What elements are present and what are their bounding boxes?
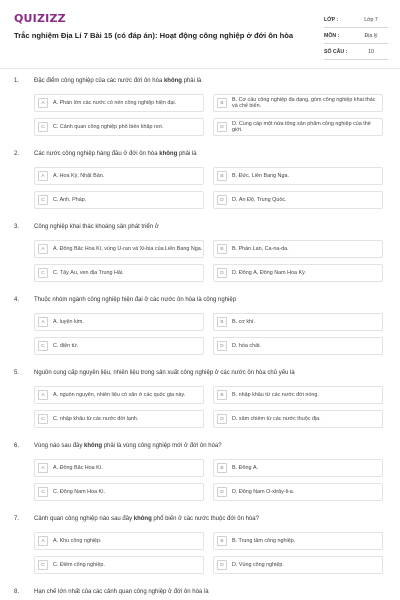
option-text: D. Đông Á, Đông Nam Hoa Kỳ. <box>232 269 307 276</box>
question-text-pre: Cảnh quan công nghiệp nào sau đây <box>34 516 134 522</box>
header-divider <box>0 68 400 69</box>
question-8 <box>14 589 386 600</box>
option-letter-box: C <box>38 560 48 570</box>
answer-options <box>34 459 383 501</box>
quizizz-logo[interactable]: QUIZIZZ <box>14 12 66 25</box>
answer-option-b[interactable] <box>213 532 383 550</box>
worksheet-title: Trắc nghiệm Địa Lí 7 Bài 15 (có đáp án): Hoạt động công nghiệp ở đới ôn hòa <box>14 31 294 40</box>
option-letter-box: B <box>217 390 227 400</box>
question-text-bold: không <box>159 151 178 157</box>
answer-options <box>34 313 383 355</box>
question-text-pre: Các nước công nghiệp hàng đầu ở đới ôn hòa <box>34 151 160 157</box>
question-2 <box>14 151 386 224</box>
answer-option-c[interactable] <box>34 556 204 574</box>
answer-option-a[interactable] <box>34 386 204 404</box>
meta-label: MÔN : <box>324 32 340 39</box>
option-text: C. nhập khẩu từ các nước đới lạnh. <box>53 415 139 422</box>
option-letter-box: B <box>217 244 227 254</box>
question-text <box>34 224 384 230</box>
answer-option-c[interactable] <box>34 264 204 282</box>
option-text: B. Trung tâm công nghiệp. <box>232 537 296 544</box>
question-text-post: phải là <box>177 151 197 157</box>
question-text-post: phổ biến ở các nước thuộc đới ôn hòa? <box>151 516 259 522</box>
question-number: 6. <box>14 443 20 449</box>
answer-option-b[interactable] <box>213 94 383 112</box>
question-text <box>34 370 384 376</box>
option-text: D. hóa chất. <box>232 342 262 349</box>
option-text: C. Cảnh quan công nghiệp phổ biến khắp nơi. <box>53 123 164 130</box>
option-text: A. Hoa Kỳ, Nhật Bản. <box>53 172 105 179</box>
answer-option-b[interactable] <box>213 167 383 185</box>
option-letter-box: B <box>217 317 227 327</box>
answer-options <box>34 240 383 282</box>
option-text: B. Đức, Liên Bang Nga. <box>232 172 289 179</box>
answer-option-d[interactable] <box>213 556 383 574</box>
question-number: 5. <box>14 370 20 376</box>
option-text: B. Đông Á. <box>232 464 259 471</box>
answer-option-c[interactable] <box>34 191 204 209</box>
question-number: 4. <box>14 297 20 303</box>
question-text <box>34 151 384 157</box>
option-text: A. Phần lớn các nước có nền công nghiệp hiện đại. <box>53 99 177 106</box>
option-letter-box: D <box>217 122 227 132</box>
option-text: C. Đông Nam Hoa Kì. <box>53 488 106 495</box>
answer-option-c[interactable] <box>34 483 204 501</box>
option-letter-box: C <box>38 122 48 132</box>
answer-option-d[interactable] <box>213 191 383 209</box>
question-number: 3. <box>14 224 20 230</box>
meta-row-grade <box>324 12 388 28</box>
option-letter-box: D <box>217 560 227 570</box>
option-text: A. Khu công nghiệp. <box>53 537 102 544</box>
question-text-pre: Hạn chế lớn nhất của các cảnh quan công nghiệp ở đới ôn hòa là <box>34 589 209 595</box>
option-letter-box: C <box>38 195 48 205</box>
question-text <box>34 443 384 449</box>
question-6 <box>14 443 386 516</box>
option-letter-box: A <box>38 244 48 254</box>
question-text-pre: Công nghiệp khai thác khoáng sản phát triển ở <box>34 224 159 230</box>
question-7 <box>14 516 386 589</box>
question-text-bold: không <box>133 516 152 522</box>
option-text: C. Điểm công nghiệp. <box>53 561 105 568</box>
question-text-post: phải là vùng công nghiệp mới ở đới ôn hòa? <box>102 443 222 449</box>
option-letter-box: A <box>38 463 48 473</box>
option-text: C. điện tử. <box>53 342 79 349</box>
answer-option-a[interactable] <box>34 313 204 331</box>
question-number: 1. <box>14 78 20 84</box>
option-text: A. Đông Bắc Hoa Kì. <box>53 464 103 471</box>
option-text: C. Anh, Pháp. <box>53 196 87 203</box>
answer-options <box>34 94 383 136</box>
option-letter-box: C <box>38 487 48 497</box>
answer-option-d[interactable] <box>213 264 383 282</box>
option-letter-box: B <box>217 536 227 546</box>
answer-option-b[interactable] <box>213 459 383 477</box>
question-number: 7. <box>14 516 20 522</box>
answer-option-d[interactable] <box>213 410 383 428</box>
option-letter-box: D <box>217 268 227 278</box>
option-text: B. Phần Lan, Ca-na-da. <box>232 245 289 252</box>
option-text: D. Đông Nam Ô-xtrây-li-a. <box>232 488 295 495</box>
question-3 <box>14 224 386 297</box>
option-text: B. Cơ cấu công nghiệp đa dạng, gồm công nghiệp khai thác và chế biến. <box>232 96 376 109</box>
answer-option-c[interactable] <box>34 337 204 355</box>
answer-option-a[interactable] <box>34 240 204 258</box>
answer-options <box>34 167 383 209</box>
option-text: D. Ấn Độ, Trung Quốc. <box>232 196 287 203</box>
option-text: A. nguồn nguyên, nhiên liệu có sẵn ở các quốc gia này. <box>53 391 186 398</box>
meta-label: LỚP : <box>324 16 339 23</box>
option-text: D. xâm chiếm từ các nước thuộc địa. <box>232 415 321 422</box>
option-letter-box: D <box>217 341 227 351</box>
question-text <box>34 589 384 595</box>
option-text: B. cơ khí. <box>232 318 256 325</box>
question-list <box>14 78 386 600</box>
option-text: B. nhập khẩu từ các nước đới nóng. <box>232 391 319 398</box>
option-letter-box: A <box>38 171 48 181</box>
answer-option-c[interactable] <box>34 410 204 428</box>
question-4 <box>14 297 386 370</box>
question-text-pre: Thuộc nhóm ngành công nghiệp hiện đại ở các nước ôn hòa là công nghiệp <box>34 297 237 303</box>
option-text: D. Vùng công nghiệp. <box>232 561 284 568</box>
option-letter-box: C <box>38 268 48 278</box>
question-1 <box>14 78 386 151</box>
answer-option-b[interactable] <box>213 313 383 331</box>
option-letter-box: B <box>217 98 227 108</box>
meta-row-question-count <box>324 44 388 60</box>
option-text: A. luyện kim. <box>53 318 84 325</box>
question-text <box>34 78 384 84</box>
question-number: 2. <box>14 151 20 157</box>
answer-options <box>34 532 383 574</box>
option-text: D. Cung cấp một nửa tổng sản phẩm công nghiệp của thế giới. <box>232 120 371 133</box>
answer-option-d[interactable] <box>213 483 383 501</box>
answer-option-b[interactable] <box>213 386 383 404</box>
answer-option-a[interactable] <box>34 167 204 185</box>
option-letter-box: C <box>38 414 48 424</box>
question-5 <box>14 370 386 443</box>
option-letter-box: D <box>217 195 227 205</box>
option-text: A. Đông Bắc Hoa Kì, vùng U-ran và Xi-bia của Liên Bang Nga. <box>53 245 203 252</box>
answer-options <box>34 386 383 428</box>
option-letter-box: C <box>38 341 48 351</box>
question-text-pre: Nguồn cung cấp nguyên liệu, nhiên liệu trong sản xuất công nghiệp ở các nước ôn hòa chủ yếu là <box>34 370 295 376</box>
option-letter-box: D <box>217 487 227 497</box>
answer-option-a[interactable] <box>34 532 204 550</box>
answer-option-d[interactable] <box>213 118 383 136</box>
answer-option-b[interactable] <box>213 240 383 258</box>
meta-value: Địa lý <box>364 32 378 39</box>
question-text <box>34 297 384 303</box>
option-letter-box: B <box>217 463 227 473</box>
worksheet-header <box>12 12 388 62</box>
option-letter-box: A <box>38 390 48 400</box>
question-text-post: phải là <box>181 78 202 84</box>
meta-label: SỐ CÂU : <box>324 48 348 55</box>
meta-value: Lớp 7 <box>364 16 378 23</box>
option-letter-box: B <box>217 171 227 181</box>
answer-option-d[interactable] <box>213 337 383 355</box>
answer-option-a[interactable] <box>34 94 204 112</box>
meta-value: 10 <box>368 48 374 55</box>
question-text-bold: không <box>84 443 103 449</box>
question-text-bold: không <box>163 78 182 84</box>
meta-row-subject <box>324 28 388 44</box>
question-text-pre: Vùng nào sau đây <box>34 443 85 449</box>
option-letter-box: A <box>38 317 48 327</box>
worksheet-meta <box>324 12 388 60</box>
question-number: 8. <box>14 589 20 595</box>
option-letter-box: D <box>217 414 227 424</box>
answer-option-a[interactable] <box>34 459 204 477</box>
option-letter-box: A <box>38 536 48 546</box>
question-text <box>34 516 384 522</box>
answer-option-c[interactable] <box>34 118 204 136</box>
option-letter-box: A <box>38 98 48 108</box>
option-text: C. Tây Âu, ven địa Trung Hải. <box>53 269 124 276</box>
question-text-pre: Đặc điểm công nghiệp của các nước đới ôn hòa <box>34 78 164 84</box>
